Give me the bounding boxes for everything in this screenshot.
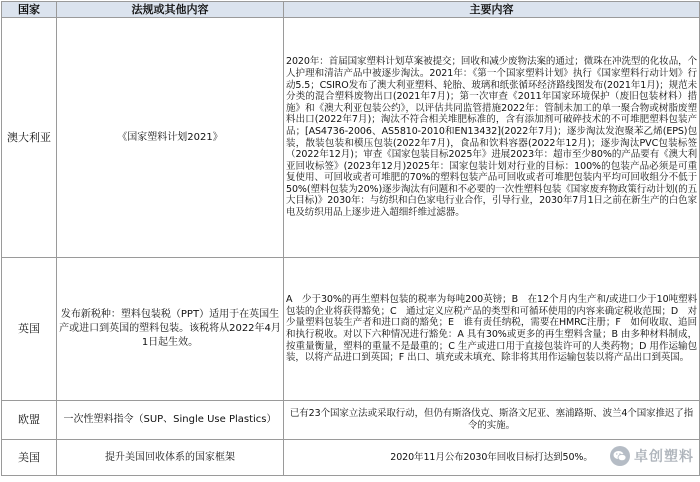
header-row <box>2 2 700 18</box>
country-cell: 英国 <box>2 258 57 401</box>
table-row <box>2 401 700 440</box>
country-cell: 欧盟 <box>2 401 57 440</box>
header-law: 法规或其他内容 <box>57 2 284 18</box>
wechat-logo-icon <box>610 446 630 466</box>
content-cell: 2020年：首届国家塑料计划草案被提交；回收和减少废物法案的通过；微珠在冲洗型的化妆品，个人护理和清洁产品中被逐步淘汰。2021年：《第一个国家塑料计划》执行《国家塑料行动计划》行动5.5；CSIRO发布了澳大利亚塑料、轮胎、玻璃和纸张循环经济路线图发布(2021年1月)；规范未分类的混合塑料废物出口(2021年7月)；第一次审查《2011年国家环境保护（废旧包装材料）措施》和《澳大利亚包装公约》，以评估共同监管措施2022年：管制未加工的单一聚合物或树脂废塑料出口(2022年7月)；淘汰不符合相关堆肥标准的，含有添加剂可破碎技术的不可堆肥塑料包装产品；[AS4736-2006、AS5810-2010和EN13432](2022年7月)；逐步淘汰发泡聚苯乙烯(EPS)包装，散装包装和模压包装(2022年7月)，食品和饮料容器(2022年12月)；逐步淘汰PVC包装标签（2022年12月)；审查《国家包装目标2025年》进展2023年：超市至少80%的产品要有《澳大利亚回收标签》(2023年12月)2025年：国家包装计划对行业的目标：100%的包装产品必须是可重复使用、可回收或者可堆肥的70%的塑料包装产品可回收或者可堆肥包装内平均可回收组分不低于50%(塑料包装为20%)逐步淘汰有问题和不必要的一次性塑料包装《国家废弃物政策行动计划(的五大目标)》2030年：与纺织和白色家电行业合作，引导行业，2030年7月1日之前在新生产的白色家电及纺织用品上逐步进入超细纤维过滤器。 <box>284 18 700 258</box>
content-cell: A 少于30%的再生塑料包装的税率为每吨200英镑；B 在12个月内生产和/或进口少于10吨塑料包装的企业将获得豁免；C 通过定义应税产品的类型和可循环使用的内容来确定税收范围；D 对少量塑料包装生产者和进口商的豁免；E 谁有责任纳税，需要在HMRC注册；F 如何收取、追回和执行税收。对以下六种情况进行豁免：A 具有30%或更多的再生塑料含量；B 由多种材料制成，按重量衡量，塑料的重量不是最重的；C 生产或进口用于直接包装许可的人类药物；D 用作运输包装，以将产品进口到英国；F 出口、填充或未填充、除非将其用作运输包装以将产品出口到英国。 <box>284 258 700 401</box>
watermark-text: 卓创塑料 <box>634 449 694 465</box>
law-cell: 提升美国回收体系的国家框架 <box>57 440 284 476</box>
law-cell: 发布新税种：塑料包装税（PPT）适用于在英国生产或进口到英国的塑料包装。该税将从2022年4月1日起生效。 <box>57 258 284 401</box>
table-row <box>2 18 700 258</box>
regulations-table <box>1 1 700 476</box>
header-country: 国家 <box>2 2 57 18</box>
content-cell: 已有23个国家立法或采取行动，但仍有斯洛伐克、斯洛文尼亚、塞浦路斯、波兰4个国家推迟了指令的实施。 <box>284 401 700 440</box>
law-cell: 一次性塑料指令（SUP、Single Use Plastics） <box>57 401 284 440</box>
country-cell: 澳大利亚 <box>2 18 57 258</box>
law-cell: 《国家塑料计划2021》 <box>57 18 284 258</box>
table-row <box>2 440 700 476</box>
header-content: 主要内容 <box>284 2 700 18</box>
country-cell: 美国 <box>2 440 57 476</box>
content-cell: 2020年11月公布2030年回收目标打达到50%。 <box>284 440 700 476</box>
table-row <box>2 258 700 401</box>
watermark <box>610 446 694 466</box>
